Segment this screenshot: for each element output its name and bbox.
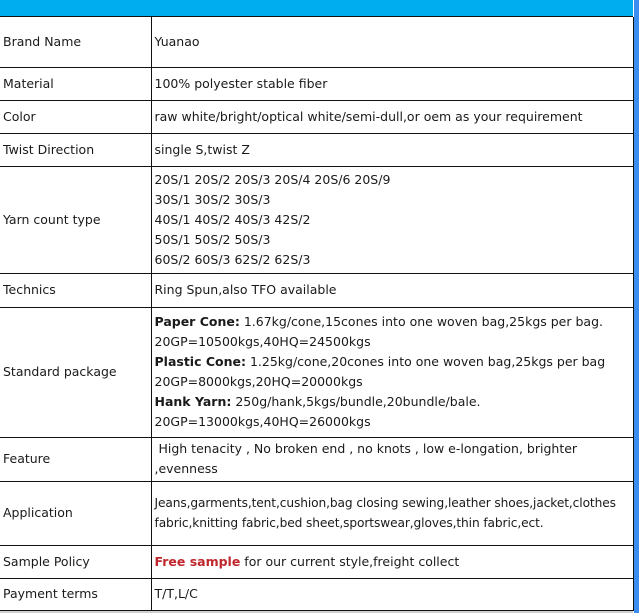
table-row-payment (0, 578, 633, 610)
hank-yarn-line (155, 392, 633, 412)
table-header-bar (0, 0, 633, 17)
hank-yarn-label: Hank Yarn: (154, 394, 232, 409)
sample-text: for our current style,freight collect (240, 553, 460, 569)
row-label: Payment terms (0, 578, 151, 610)
row-label: Color (0, 100, 151, 133)
row-value (151, 307, 633, 437)
plastic-cone-label: Plastic Cone: (154, 354, 246, 369)
plastic-cone-line (155, 352, 633, 372)
table-row-material (0, 67, 633, 100)
row-label: Feature (0, 437, 151, 481)
hank-yarn-text: 250g/hank,5kgs/bundle,20bundle/bale. (231, 394, 481, 409)
feature-line: High tenacity , No broken end , no knots , low e-longation, brighter (154, 441, 578, 456)
table-row-sample (0, 545, 633, 578)
row-label: Twist Direction (0, 133, 151, 166)
row-value: T/T,L/C (151, 578, 633, 610)
table-row-application (0, 481, 633, 545)
row-value: 100% polyester stable fiber (151, 67, 633, 100)
row-value (151, 166, 633, 273)
plastic-cone-text: 1.25kg/cone,20cones into one woven bag,25kgs per bag (245, 354, 606, 369)
table-row-yarn (0, 166, 633, 273)
table-row-technics (0, 273, 633, 307)
paper-cone-container: 20GP=10500kgs,40HQ=24500kgs (154, 334, 371, 349)
row-label: Brand Name (0, 17, 151, 67)
yarn-line: 30S/1 30S/2 30S/3 (154, 191, 271, 207)
application-line: fabric,knitting fabric,bed sheet,sportswear,gloves,thin fabric,ect. (154, 516, 544, 530)
row-value: raw white/bright/optical white/semi-dull,or oem as your requirement (151, 100, 633, 133)
yarn-line: 20S/1 20S/2 20S/3 20S/4 20S/6 20S/9 (154, 171, 391, 187)
paper-cone-label: Paper Cone: (154, 314, 240, 329)
table-row-brand (0, 17, 633, 67)
plastic-cone-container: 20GP=8000kgs,20HQ=20000kgs (154, 374, 363, 389)
row-label: Technics (0, 273, 151, 307)
table-row-feature (0, 437, 633, 481)
row-value (151, 545, 633, 578)
paper-cone-line (155, 312, 633, 332)
table-row-twist (0, 133, 633, 166)
table-row-color (0, 100, 633, 133)
yarn-line: 50S/1 50S/2 50S/3 (154, 231, 271, 247)
row-value: single S,twist Z (151, 133, 633, 166)
row-label: Application (0, 481, 151, 545)
product-spec-table (0, 17, 634, 611)
feature-line: ,evenness (154, 461, 218, 476)
hank-yarn-container: 20GP=13000kgs,40HQ=26000kgs (154, 414, 371, 429)
yarn-line: 60S/2 60S/3 62S/2 62S/3 (154, 251, 311, 267)
window-edge (634, 0, 639, 613)
row-label: Material (0, 67, 151, 100)
row-value: Ring Spun,also TFO available (151, 273, 633, 307)
row-value (151, 481, 633, 545)
row-value: Yuanao (151, 17, 633, 67)
row-value (151, 437, 633, 481)
yarn-line: 40S/1 40S/2 40S/3 42S/2 (154, 211, 311, 227)
free-sample-highlight: Free sample (154, 553, 241, 569)
table-row-package (0, 307, 633, 437)
row-label: Sample Policy (0, 545, 151, 578)
application-line: Jeans,garments,tent,cushion,bag closing sewing,leather shoes,jacket,clothes (154, 496, 616, 510)
row-label: Standard package (0, 307, 151, 437)
row-label: Yarn count type (0, 166, 151, 273)
paper-cone-text: 1.67kg/cone,15cones into one woven bag,25kgs per bag. (239, 314, 603, 329)
